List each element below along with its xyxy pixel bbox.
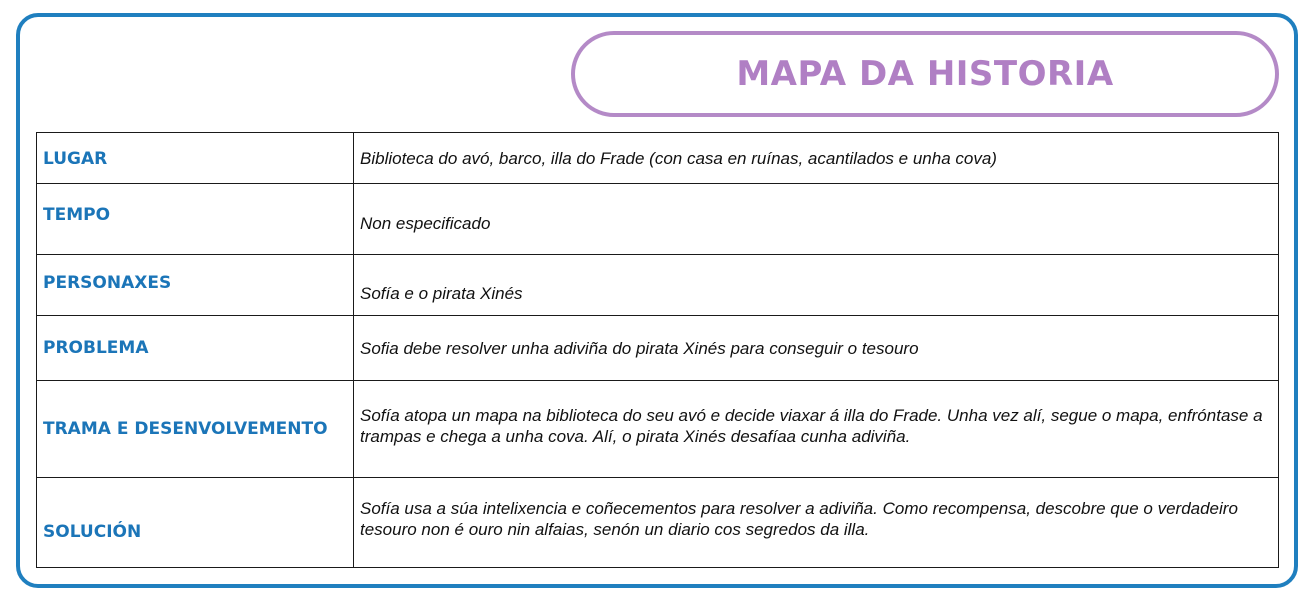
- row-label-cell: [37, 133, 354, 184]
- row-value: Sofía atopa un mapa na biblioteca do seu avó e decide viaxar á illa do Frade. Unha vez alí, segue o mapa, enfróntase a trampas e chega a unha cova. Alí, o pirata Xinés desafíaa cunha adiviña.: [360, 406, 1263, 446]
- row-label: TEMPO: [43, 205, 111, 225]
- table-row-tempo: [37, 184, 1279, 255]
- page-title: MAPA DA HISTORIA: [736, 54, 1114, 94]
- story-map-table: [36, 132, 1279, 568]
- title-banner: [571, 31, 1279, 117]
- row-label: TRAMA E DESENVOLVEMENTO: [43, 419, 328, 439]
- row-value: Sofía usa a súa intelixencia e coñecementos para resolver a adiviña. Como recompensa, descobre que o verdadeiro tesouro non é ouro nin alfaias, senón un diario cos segredos da illa.: [360, 498, 1238, 539]
- row-value: Non especificado: [360, 213, 491, 233]
- table-row-solucion: [37, 478, 1279, 568]
- table-row-trama: [37, 381, 1279, 478]
- row-value-cell: [354, 133, 1279, 184]
- row-label-cell: [37, 316, 354, 381]
- row-label: LUGAR: [43, 149, 108, 169]
- row-label-cell: [37, 381, 354, 478]
- table-row-personaxes: [37, 255, 1279, 316]
- row-label-cell: [37, 184, 354, 255]
- row-label-cell: [37, 478, 354, 568]
- row-value-cell: [354, 316, 1279, 381]
- row-value: Sofia debe resolver unha adiviña do pirata Xinés para conseguir o tesouro: [360, 338, 919, 358]
- row-value-cell: [354, 184, 1279, 255]
- row-label: PROBLEMA: [43, 338, 149, 358]
- row-label-cell: [37, 255, 354, 316]
- row-value: Biblioteca do avó, barco, illa do Frade (con casa en ruínas, acantilados e unha cova): [360, 148, 997, 168]
- table-row-lugar: [37, 133, 1279, 184]
- row-value: Sofía e o pirata Xinés: [360, 283, 523, 303]
- row-label: PERSONAXES: [43, 273, 172, 293]
- row-value-cell: [354, 255, 1279, 316]
- row-label: SOLUCIÓN: [43, 521, 142, 542]
- table-row-problema: [37, 316, 1279, 381]
- row-value-cell: [354, 478, 1279, 568]
- row-value-cell: [354, 381, 1279, 478]
